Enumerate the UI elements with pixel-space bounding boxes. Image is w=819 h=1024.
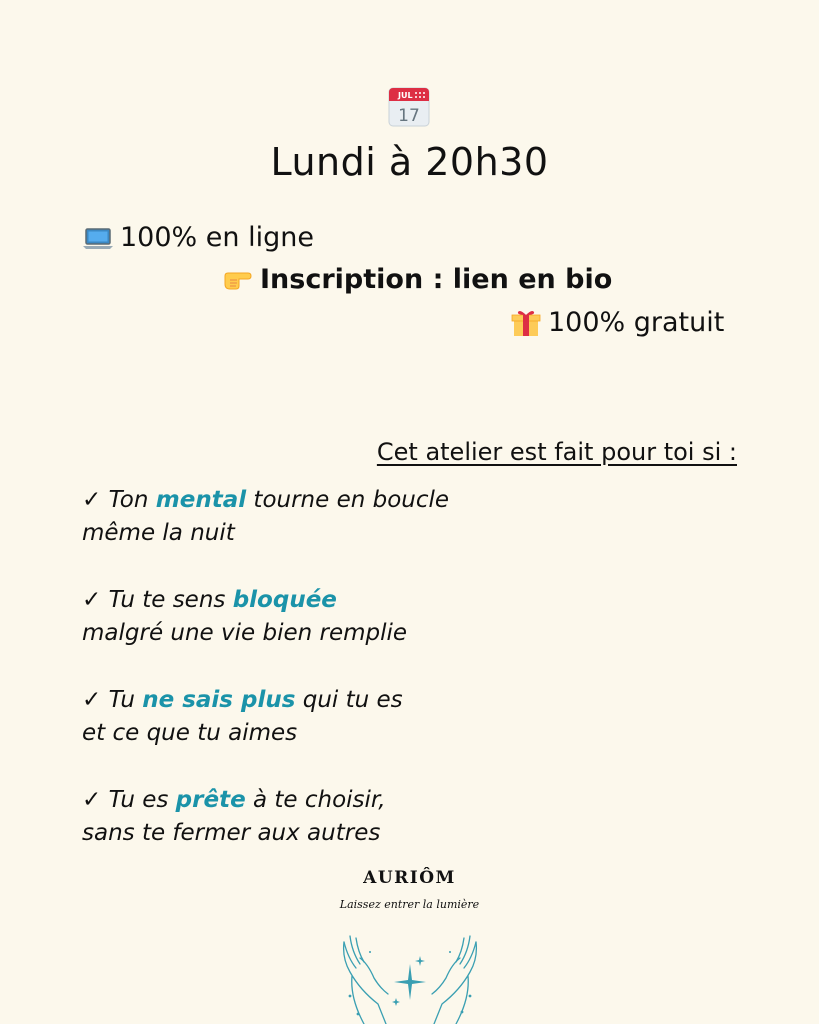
item-highlight: ne sais plus [142,687,296,713]
check-icon: ✓ [82,687,102,713]
calendar-icon [388,85,430,127]
item-text: qui tu es [295,687,403,713]
item-text: Ton [108,487,156,513]
info-registration [222,264,612,295]
item-line2: même la nuit [82,520,235,546]
brand-tagline: Laissez entrer la lumière [339,898,480,911]
item-highlight: prête [175,787,246,813]
item-line2: et ce que tu aimes [82,720,298,746]
item-line2: sans te fermer aux autres [82,820,381,846]
check-icon: ✓ [82,787,102,813]
check-icon: ✓ [82,587,102,613]
event-date-time: Lundi à 20h30 [270,140,549,184]
list-item [82,484,449,550]
info-registration-text: Inscription : lien en bio [260,264,613,295]
item-text: Tu te sens [108,587,233,613]
hands-star-icon [330,928,490,1024]
brand-name: AURIÔM [363,868,456,888]
calendar-month: JUL [398,91,413,100]
gift-icon [510,309,542,337]
item-text: Tu es [108,787,176,813]
info-online-text: 100% en ligne [120,222,314,253]
item-line2: malgré une vie bien remplie [82,620,408,646]
info-free [510,307,724,338]
info-online [82,222,314,253]
list-item [82,584,407,650]
list-item [82,784,386,850]
pointing-hand-icon [222,266,254,294]
laptop-icon [82,224,114,252]
item-text: tourne en boucle [246,487,450,513]
info-free-text: 100% gratuit [548,307,725,338]
item-text: à te choisir, [245,787,386,813]
calendar-day: 17 [398,106,420,126]
intro-heading: Cet atelier est fait pour toi si : [376,438,737,466]
item-highlight: bloquée [232,587,337,613]
check-icon: ✓ [82,487,102,513]
list-item [82,684,403,750]
item-highlight: mental [155,487,247,513]
item-text: Tu [108,687,143,713]
